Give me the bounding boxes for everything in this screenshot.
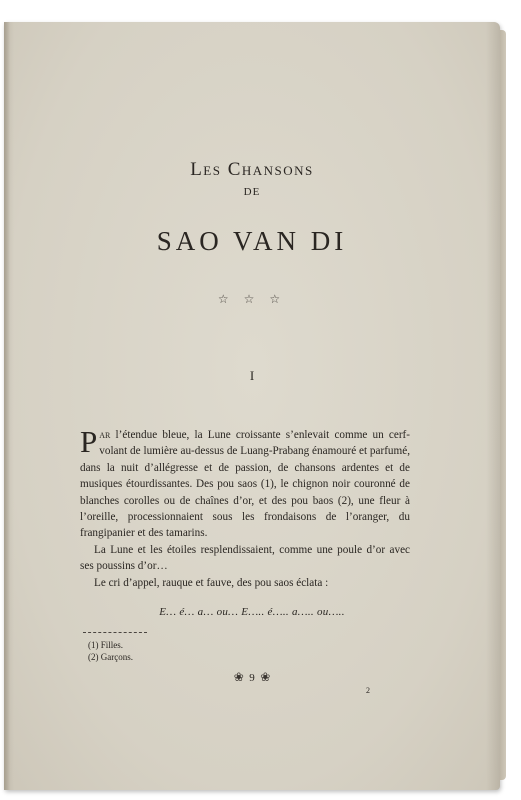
cry-line: E… é… a… ou… E….. é….. a….. ou…..: [159, 606, 345, 618]
footnote-rule: [83, 632, 147, 635]
title-main: SAO VAN DI: [156, 226, 348, 256]
paragraph-1: [80, 424, 410, 542]
signature-mark: 2: [366, 686, 370, 695]
small-caps-lead: ar: [99, 429, 111, 441]
paragraph-1-text: l’étendue bleue, la Lune croissante s’enlevait comme un cerf-volant de lumière au-dessus de Luang-Prabang énamouré et parfumé, dans la nuit d’allégresse et de passion, de chansons ardentes et de musiques étourdissantes. Des pou saos (1), le chignon noir couronné de blanches corolles ou de chaînes d’or, et des pou baos (2), une fleur à l’oreille, processionnaient sous les frondaisons de l’oranger, du frangipanier et des tamarins.: [80, 429, 410, 540]
flower-ornament-icon: ❀: [260, 670, 271, 684]
paragraph-3: Le cri d’appel, rauque et fauve, des pou saos éclata :: [94, 576, 329, 589]
footnotes: [88, 639, 133, 663]
folio: [4, 670, 500, 685]
flower-ornament-icon: ❀: [233, 670, 244, 684]
book-page: [4, 22, 500, 790]
chapter-number: I: [249, 368, 255, 383]
footnote-1: (1) Filles.: [88, 640, 123, 650]
title-line-2: DE: [243, 186, 261, 198]
body-text: [80, 424, 410, 591]
star-ornament: ☆ ☆ ☆: [217, 292, 287, 306]
footnote-2: (2) Garçons.: [88, 652, 133, 662]
page-edge: [500, 30, 506, 780]
paragraph-2: La Lune et les étoiles resplendissaient, comme une poule d’or avec ses poussins d’or…: [80, 543, 410, 573]
title-line-1: Les Chansons: [190, 159, 314, 180]
page-number: 9: [249, 672, 255, 684]
drop-cap: P: [80, 424, 98, 459]
